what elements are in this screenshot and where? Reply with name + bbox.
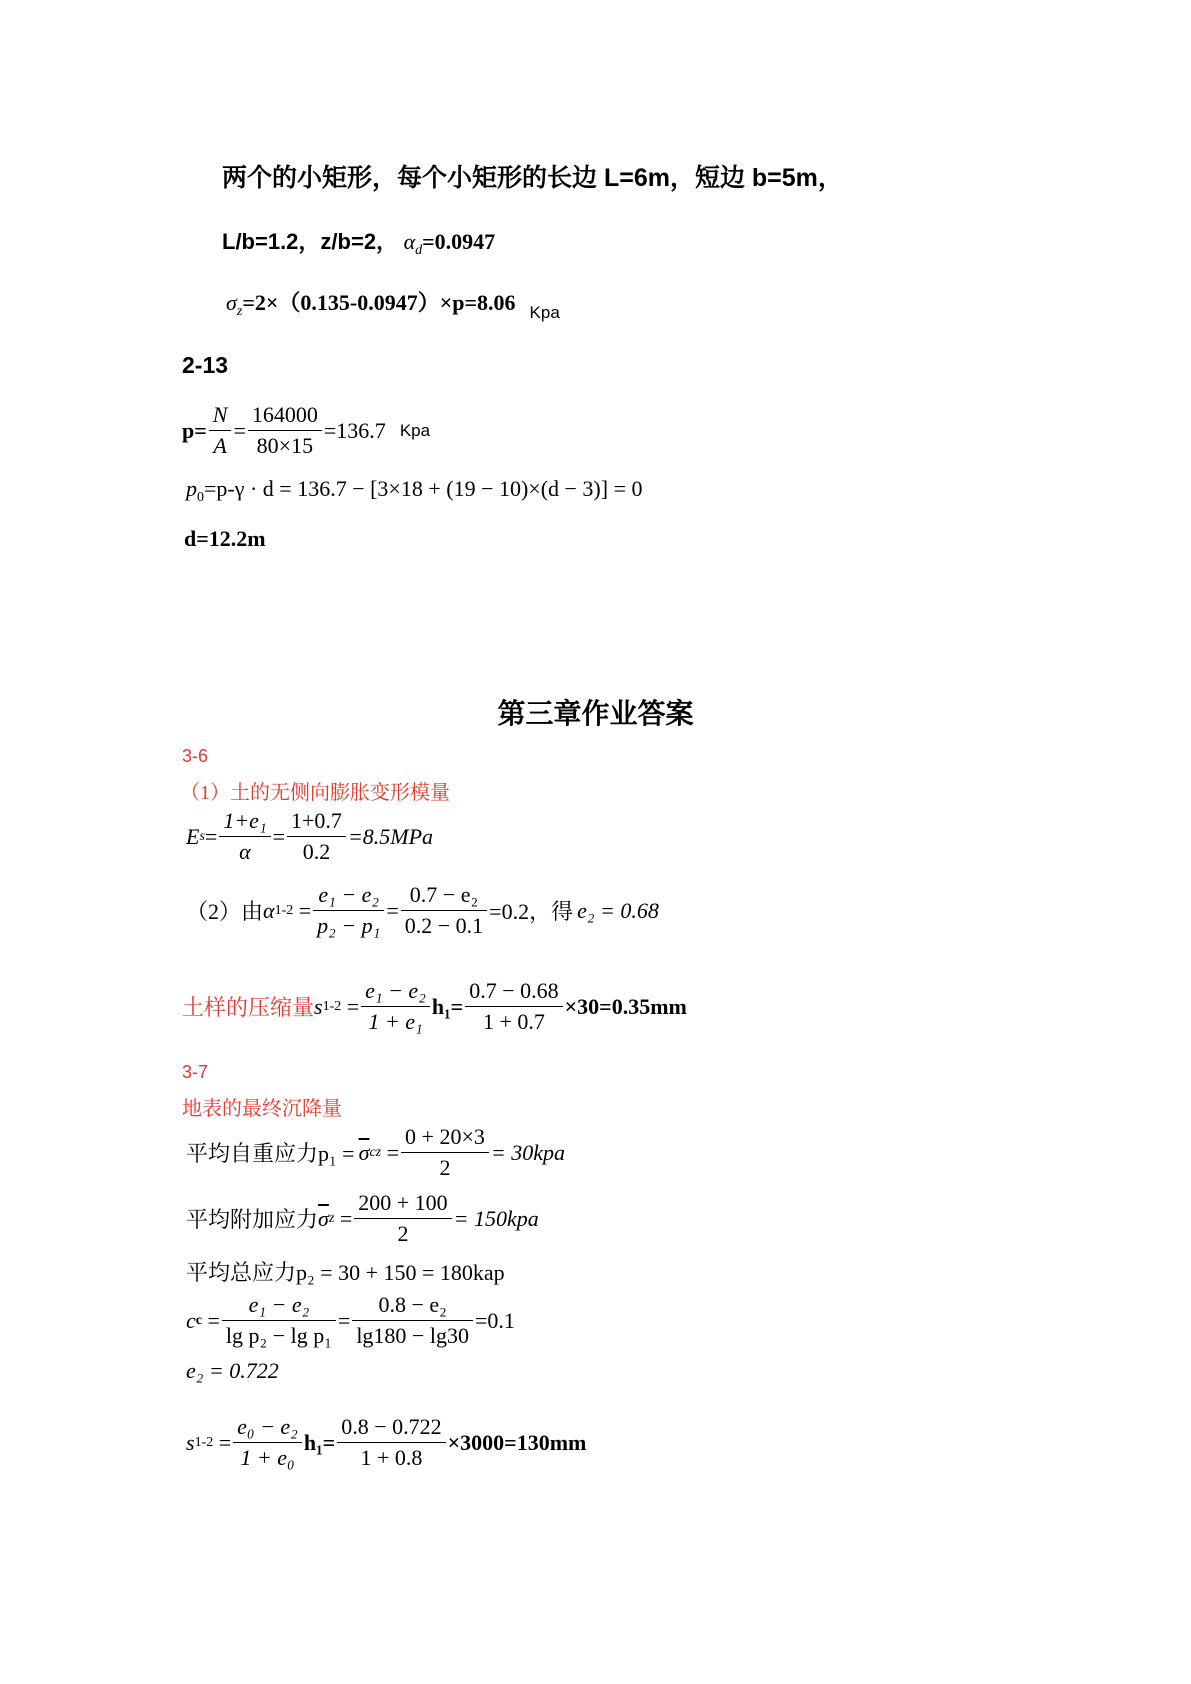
alpha-symbol: α [263, 897, 275, 923]
sigma-symbol: σ [226, 290, 237, 315]
intro-ratio-text: L/b=1.2，z/b=2， [222, 229, 399, 254]
h-symbol: h₁= [431, 993, 464, 1019]
sigma-subscript: z [328, 1210, 335, 1226]
fraction-alpha-numeric [401, 880, 487, 941]
unit-kpa: Kpa [529, 303, 560, 322]
fraction-denominator: lg p₂ − lg p₁ [225, 1323, 332, 1348]
settlement-title: 地表的最终沉降量 [182, 1098, 342, 1120]
fraction-load-over-area [248, 400, 322, 461]
alpha-subscript: 1-2 [274, 902, 294, 918]
fraction-numerator: 0.8 − e₂ [352, 1290, 473, 1321]
es-equals: = [204, 823, 218, 849]
alpha-symbol: α [403, 229, 416, 254]
es-result: =8.5MPa [347, 823, 434, 849]
compression-label: 土样的压缩量 [182, 995, 315, 1020]
alpha-result: =0.2，得 [489, 899, 574, 924]
fraction-numerator: e₁ − e₂ [222, 1290, 336, 1321]
fraction-denominator: 2 [439, 1155, 451, 1180]
es-equation: E s = $\frac{\text{1+e₁}}{\alpha}$ = $\frac{1+0.7}{0.2}$ =8.5MPa [186, 806, 433, 867]
additional-stress-text: 平均附加应力 [186, 1207, 319, 1232]
sigma-expression: =2×（0.135-0.0947）×p=8.06 [242, 290, 516, 315]
fraction-numerator: 1+e₁ [219, 806, 270, 837]
fraction-numerator: e₀ − e₂ [233, 1412, 302, 1443]
fraction-denominator: 2 [397, 1221, 409, 1246]
fraction-denominator: 1 + e₀ [240, 1445, 295, 1470]
fraction-cc-numeric [352, 1290, 473, 1351]
fraction-numerator: 0 + 20×3 [401, 1122, 489, 1153]
fraction-n-over-a [209, 400, 232, 461]
fraction-numerator: 200 + 100 [354, 1188, 451, 1219]
fraction-es-symbolic [219, 806, 270, 867]
p-result: =136.7 [323, 417, 386, 443]
depth-result: d=12.2m [184, 526, 266, 551]
p0-expression: =p-γ · d = 136.7 − [3×18 + (19 − 10)×(d − 3)] = 0 [204, 476, 643, 501]
s-subscript: 1-2 [194, 1434, 214, 1450]
s-symbol: s [314, 993, 323, 1019]
intro-line-2 [222, 225, 495, 259]
s-symbol: s [186, 1429, 195, 1455]
alpha-value: =0.0947 [422, 229, 496, 254]
p0-equation [186, 476, 643, 506]
fraction-numerator: 1+0.7 [287, 806, 346, 837]
settlement-result: ×3000=130mm [447, 1429, 587, 1455]
fraction-denominator: 0.2 [302, 839, 331, 864]
fraction-settlement-symbolic [233, 1412, 302, 1473]
fraction-denominator: p₂ − p₁ [317, 913, 381, 938]
fraction-denominator: 0.2 − 0.1 [404, 913, 484, 938]
total-stress-line: 平均总应力p₂ = 30 + 150 = 180kap [186, 1260, 505, 1285]
h-symbol: h₁= [303, 1429, 336, 1455]
sigma-subscript: cz [369, 1144, 382, 1160]
fraction-denominator: lg180 − lg30 [356, 1323, 469, 1348]
fraction-compression-numeric [465, 976, 562, 1037]
intro-line-3 [226, 286, 560, 323]
cc-subscript: c [195, 1312, 202, 1328]
self-weight-text: 平均自重应力p₁ = [186, 1141, 355, 1166]
chapter-title: 第三章作业答案 [497, 697, 694, 730]
section-label-3-7: 3-7 [182, 1062, 209, 1082]
fraction-settlement-numeric [337, 1412, 445, 1473]
sigma-symbol: $\overline{\sigma}$ [318, 1205, 329, 1231]
sigma-symbol: $\overline{\sigma}$ [358, 1139, 370, 1165]
fraction-numerator: 0.7 − e₂ [401, 880, 487, 911]
additional-stress-result: = 150kpa [453, 1205, 539, 1231]
fraction-denominator: 1 + 0.7 [482, 1009, 545, 1034]
self-weight-stress-equation: 平均自重应力p₁ = $\overline{\sigma}$ cz = $\frac{0 + 20\times 3}{2}$ = 30kpa [186, 1122, 565, 1183]
fraction-alpha-symbolic [313, 880, 384, 941]
compression-result: ×30=0.35mm [564, 993, 687, 1019]
p0-subscript: 0 [197, 490, 204, 505]
sigma-subscript: z [236, 304, 243, 319]
fraction-denominator: 80×15 [256, 433, 314, 458]
additional-stress-equation: 平均附加应力 $\overline{\sigma}$ z = $\frac{200 + 100}{2}$ = 150kpa [186, 1188, 539, 1249]
es-subscript: s [199, 828, 205, 844]
fraction-numerator: 164000 [248, 400, 322, 431]
fraction-numerator: 0.7 − 0.68 [465, 976, 562, 1007]
alpha-equation: （2）由 α 1-2 = $\frac{\text{e₁ − e₂}}{\text{p₂ − p₁}}$ = $\frac{\text{0.7 − e₂}}{0.2 - 0.1}$ =0.2，得 e₂ = 0.68 [186, 880, 659, 941]
section-label-3-6: 3-6 [182, 746, 209, 766]
pressure-equation: p= $\frac{N}{A}$ = $\frac{164000}{80\times 15}$ =136.7 Kpa [182, 400, 430, 461]
fraction-additional-stress [354, 1188, 451, 1249]
fraction-self-weight [401, 1122, 489, 1183]
alpha-subscript: d [415, 243, 423, 258]
compression-index-equation: c c = $\frac{\text{e₁ − e₂}}{\text{lg p₂ − lg p₁}}$ = $\frac{\text{0.8 − e₂}}{\lg 180 - \lg 30}$ =0.1 [186, 1290, 515, 1351]
fraction-numerator: e₁ − e₂ [361, 976, 430, 1007]
p-lhs: p= [182, 417, 207, 443]
es-symbol: E [186, 823, 200, 849]
e2-result: e₂ = 0.68 [577, 897, 659, 923]
item-2-prefix: （2）由 [186, 899, 264, 924]
intro-line-1: 两个的小矩形，每个小矩形的长边 L=6m，短边 b=5m， [222, 164, 843, 192]
compression-equation: 土样的压缩量 s 1-2 = $\frac{\text{e₁ − e₂}}{\text{1 + e₁}}$ h₁= $\frac{0.7 - 0.68}{1 + 0.7}$ ×30=0.35mm [182, 976, 687, 1037]
section-label-2-13: 2-13 [182, 352, 229, 378]
p0-symbol: p [186, 476, 197, 501]
e2-final-value: e₂ = 0.722 [186, 1358, 279, 1383]
self-weight-result: = 30kpa [490, 1139, 565, 1165]
fraction-denominator: α [239, 839, 251, 864]
fraction-denominator: 1 + e₁ [368, 1009, 423, 1034]
final-settlement-equation: s 1-2 = $\frac{\text{e₀ − e₂}}{\text{1 + e₀}}$ h₁= $\frac{0.8 - 0.722}{1 + 0.8}$ ×3000=130mm [186, 1412, 586, 1473]
fraction-numerator: 0.8 − 0.722 [337, 1412, 445, 1443]
item-1-title: （1）土的无侧向膨胀变形模量 [180, 782, 450, 804]
fraction-es-numeric [287, 806, 346, 867]
fraction-numerator: e₁ − e₂ [313, 880, 384, 911]
fraction-cc-symbolic [222, 1290, 336, 1351]
cc-result: =0.1 [474, 1307, 515, 1333]
s-subscript: 1-2 [322, 998, 342, 1014]
fraction-denominator: A [213, 433, 227, 458]
cc-symbol: c [186, 1307, 196, 1333]
fraction-denominator: 1 + 0.8 [360, 1445, 423, 1470]
fraction-compression-symbolic [361, 976, 430, 1037]
unit-kpa: Kpa [399, 420, 431, 440]
fraction-numerator: N [209, 400, 232, 431]
